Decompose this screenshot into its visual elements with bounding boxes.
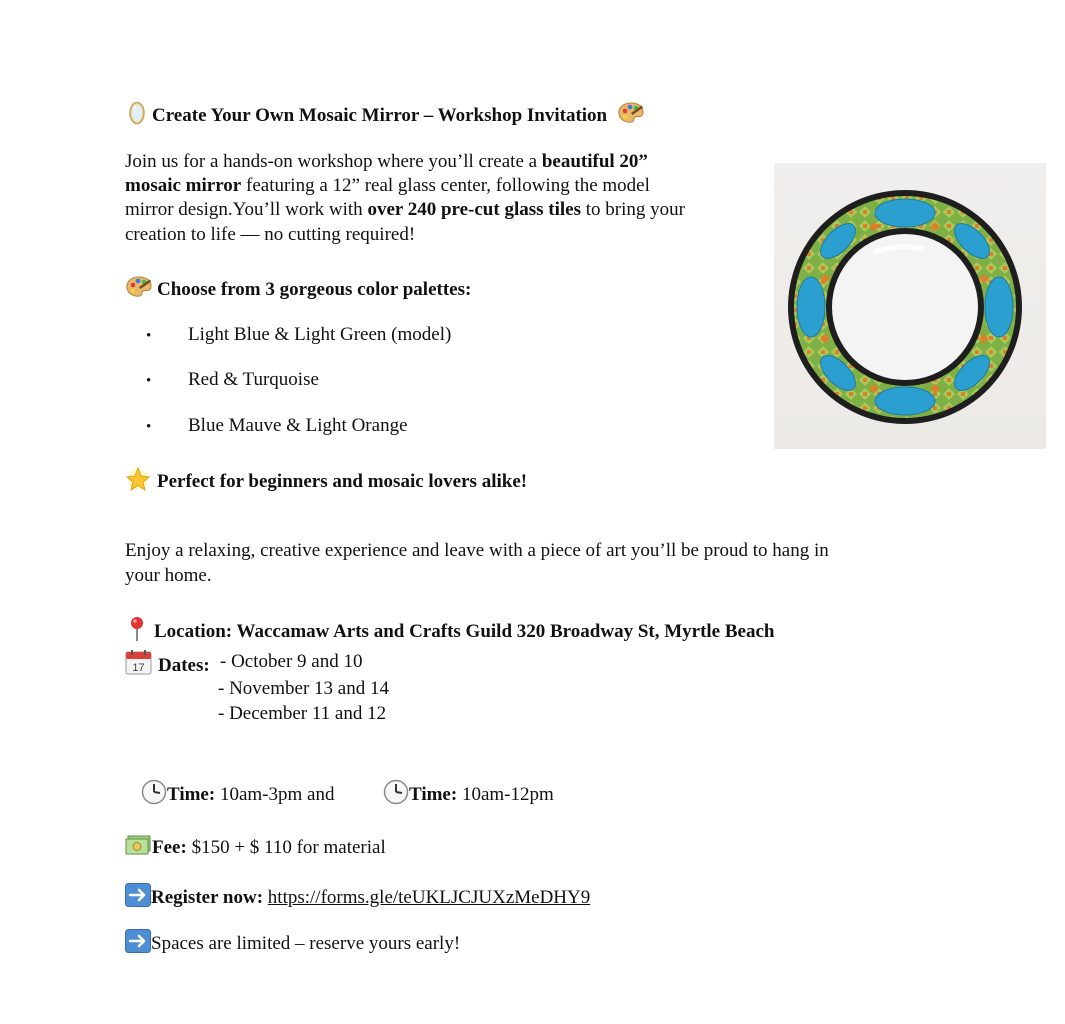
- bullet: •: [146, 328, 152, 344]
- bullet: •: [146, 373, 152, 389]
- dates-line: 17 Dates:: [125, 650, 210, 683]
- bullet: •: [146, 419, 152, 435]
- mosaic-mirror-photo: [774, 163, 1046, 449]
- list-item: Blue Mauve & Light Orange: [188, 415, 408, 436]
- mirror-icon: [128, 101, 146, 132]
- clock-icon: [383, 779, 409, 812]
- page-title: [128, 101, 645, 132]
- arrow-right-icon: [125, 883, 151, 914]
- register-link[interactable]: https://forms.gle/teUKLJCJUXzMeDHY9: [267, 886, 591, 908]
- title-text: Create Your Own Mosaic Mirror – Workshop Invitation: [152, 104, 608, 126]
- palette-icon: [125, 275, 153, 306]
- calendar-icon: [125, 649, 152, 682]
- time-line-1: Time: 10am-3pm and: [141, 779, 334, 812]
- money-icon: [125, 834, 152, 863]
- intro-line-4: creation to life — no cutting required!: [125, 224, 416, 245]
- fee-line: Fee: $150 + $ 110 for material: [125, 834, 386, 863]
- date-item: - December 11 and 12: [218, 703, 387, 724]
- calendar-day: 17: [132, 662, 145, 674]
- date-item: - October 9 and 10: [220, 651, 363, 672]
- mosaic-mirror-illustration: [774, 163, 1046, 449]
- list-item: Red & Turquoise: [188, 369, 319, 390]
- beginners-line: Perfect for beginners and mosaic lovers alike!: [125, 466, 527, 499]
- location-line: Location: Waccamaw Arts and Crafts Guild 320 Broadway St, Myrtle Beach: [128, 616, 774, 649]
- pin-icon: [128, 616, 146, 649]
- arrow-right-icon: [125, 929, 151, 960]
- enjoy-line-2: your home.: [125, 565, 212, 586]
- date-item: - November 13 and 14: [218, 678, 389, 699]
- intro-line-2: mosaic mirror featuring a 12” real glass center, following the model: [125, 175, 650, 196]
- time-line-2: Time: 10am-12pm: [383, 779, 554, 812]
- star-icon: [125, 466, 151, 499]
- palette-icon: [617, 101, 645, 132]
- list-item: Light Blue & Light Green (model): [188, 324, 452, 345]
- palettes-heading: Choose from 3 gorgeous color palettes:: [125, 275, 471, 306]
- limited-line: Spaces are limited – reserve yours early!: [125, 929, 460, 960]
- clock-icon: [141, 779, 167, 812]
- intro-line-1: Join us for a hands-on workshop where you’ll create a beautiful 20”: [125, 151, 648, 172]
- register-line: Register now: https://forms.gle/teUKLJCJUXzMeDHY9: [125, 883, 590, 914]
- intro-line-3: mirror design.You’ll work with over 240 pre-cut glass tiles to bring your: [125, 199, 685, 220]
- enjoy-line-1: Enjoy a relaxing, creative experience and leave with a piece of art you’ll be proud to hang in: [125, 540, 829, 561]
